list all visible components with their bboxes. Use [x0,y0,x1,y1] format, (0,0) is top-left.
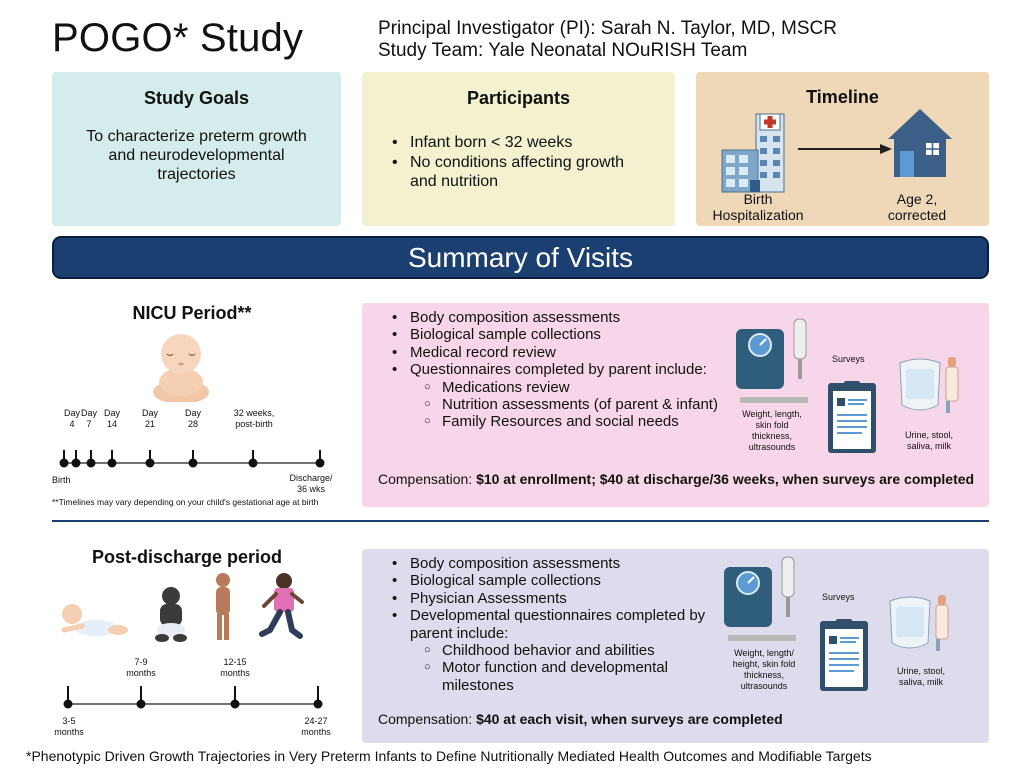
timeline-heading: Timeline [806,87,879,107]
nicu-assessment-list [390,309,720,431]
section-divider [52,520,989,522]
study-goals-text: To characterize preterm growth and neurodevelopmental trajectories [86,128,307,183]
scale-ultrasound-icon [722,555,798,645]
nicu-timeline [56,440,336,470]
child-running-icon [258,572,308,644]
post-compensation: Compensation: $40 at each visit, when surveys are completed [378,711,783,727]
scale-caption: Weight, length/ height, skin fold thickness, ultrasounds [732,648,796,691]
list-item: ○ Childhood behavior and abilities [424,642,706,659]
post-questionnaire-list [424,642,706,694]
page-title: POGO* Study [52,16,304,60]
list-item: • Infant born < 32 weeks [390,133,655,153]
list-item: • Biological sample collections [390,326,720,343]
diaper-bottle-icon [886,591,952,655]
sample-caption: Urine, stool, saliva, milk [896,666,946,687]
post-tick-label: 12-15 months [220,657,250,678]
timeline-end-label: Age 2, corrected [887,191,947,223]
scale-ultrasound-icon [734,317,810,407]
list-item: • Developmental questionnaires completed by parent include: ○ Childhood behavior and abilities ○ Motor function and developmental milestones [390,607,706,694]
timeline-card [696,72,989,226]
list-item: • Biological sample collections [390,572,706,589]
nicu-period-title: NICU Period** [132,303,252,323]
nicu-footnote: **Timelines may vary depending on your child's gestational age at birth [52,497,319,507]
principal-investigator: Principal Investigator (PI): Sarah N. Taylor, MD, MSCR [378,18,837,39]
participants-heading: Participants [466,88,571,108]
timeline-start-label: Birth Hospitalization [712,191,804,223]
list-item: • Physician Assessments [390,590,706,607]
newborn-baby-icon [150,330,212,402]
study-goals-heading: Study Goals [143,88,250,108]
timeline-arrow-icon [796,142,894,156]
baby-sitting-icon [154,586,188,644]
nicu-tick-label: Day 28 [184,408,201,429]
nicu-tick-label: 32 weeks, post-birth [233,408,275,429]
list-item: ○ Medications review [424,379,720,396]
list-item: • No conditions affecting growth and nutrition [390,153,655,192]
nicu-tick-label: Day 14 [103,408,120,429]
nicu-birth-label: Birth [52,475,71,485]
post-tick-label: 24-27 months [301,716,331,737]
post-tick-label: 3-5 months [54,716,84,737]
nicu-tick-label: Day 21 [141,408,158,429]
nicu-compensation: Compensation: $10 at enrollment; $40 at discharge/36 weeks, when surveys are completed [378,471,975,487]
sample-caption: Urine, stool, saliva, milk [904,430,954,451]
participants-card [362,72,675,226]
list-item: • Body composition assessments [390,309,720,326]
nicu-tick-label: Day 7 [80,408,97,429]
post-tick-label: 7-9 months [126,657,156,678]
post-discharge-timeline [56,680,336,710]
diaper-bottle-icon [896,353,962,417]
list-item: ○ Nutrition assessments (of parent & infant) [424,396,720,413]
scale-caption: Weight, length, skin fold thickness, ultrasounds [742,409,802,452]
surveys-caption: Surveys [832,354,865,364]
hospital-icon [720,108,790,196]
house-icon [886,107,954,179]
post-assessment-list [390,555,706,694]
study-personnel [378,18,837,62]
summary-banner: Summary of Visits [52,236,989,279]
surveys-caption: Surveys [822,592,855,602]
list-item: • Medical record review [390,344,720,361]
list-item: ○ Family Resources and social needs [424,413,720,430]
post-discharge-visits-panel [362,549,989,743]
nicu-visits-panel [362,303,989,507]
list-item: • Questionnaires completed by parent include: ○ Medications review ○ Nutrition assessments (of parent & infant) ○ Family Resources and social needs [390,361,720,431]
infant-crawling-icon [58,602,130,642]
nicu-questionnaire-list [424,379,720,431]
list-item: ○ Motor function and developmental milestones [424,659,706,694]
list-item: • Body composition assessments [390,555,706,572]
study-goals-card [52,72,341,226]
toddler-standing-icon [212,572,234,644]
clipboard-survey-icon [818,617,872,693]
nicu-discharge-label: Discharge/ 36 wks [289,473,333,494]
participants-list [390,133,655,192]
clipboard-survey-icon [826,379,880,455]
nicu-tick-label: Day 4 [63,408,80,429]
study-acronym-footnote: *Phenotypic Driven Growth Trajectories in Very Preterm Infants to Define Nutritionally Mediated Health Outcomes and Modifiable Targets [26,748,872,764]
post-discharge-title: Post-discharge period [91,547,283,567]
study-team: Study Team: Yale Neonatal NOuRISH Team [378,40,748,61]
